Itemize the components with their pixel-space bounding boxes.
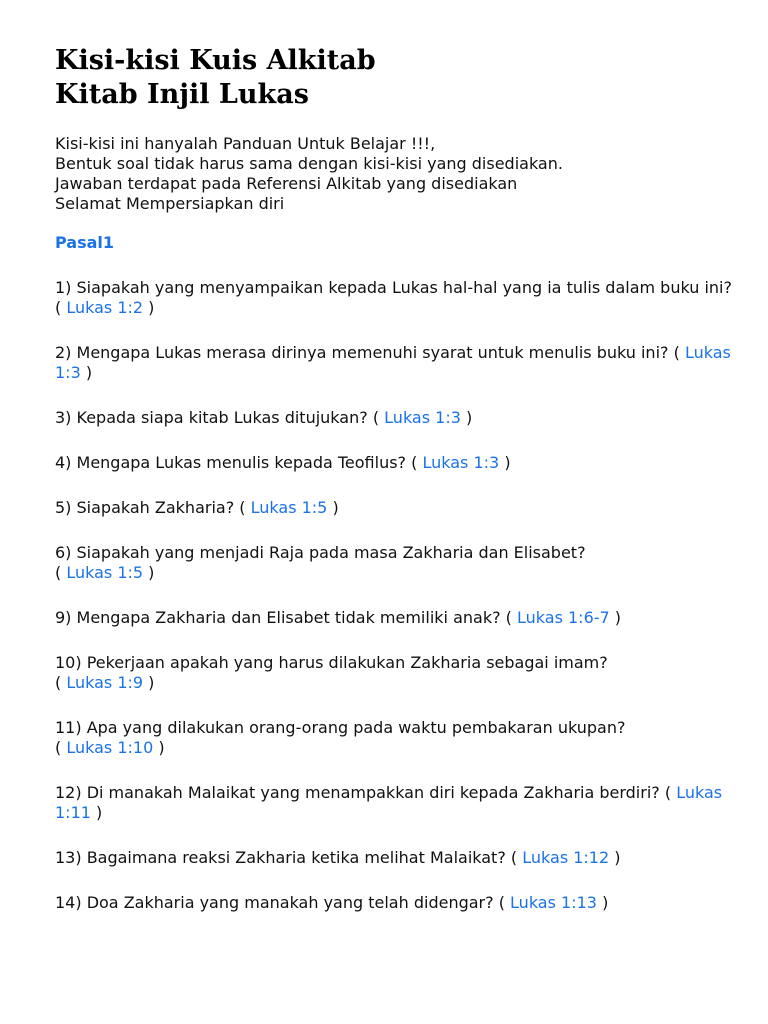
ref-paren-close: ) bbox=[158, 738, 165, 757]
scripture-reference-link[interactable]: Lukas 1:5 bbox=[250, 498, 328, 517]
question-text: 11) Apa yang dilakukan orang-orang pada waktu pembakaran ukupan? bbox=[55, 718, 626, 737]
question-text: 9) Mengapa Zakharia dan Elisabet tidak memiliki anak? bbox=[55, 608, 501, 627]
question-item bbox=[55, 408, 735, 428]
document-page bbox=[55, 44, 735, 938]
question-text: 6) Siapakah yang menjadi Raja pada masa Zakharia dan Elisabet? bbox=[55, 543, 586, 562]
question-text: 14) Doa Zakharia yang manakah yang telah didengar? bbox=[55, 893, 494, 912]
question-item bbox=[55, 893, 735, 913]
ref-paren-close: ) bbox=[148, 298, 155, 317]
scripture-reference-link[interactable]: Lukas 1:3 bbox=[422, 453, 500, 472]
question-item bbox=[55, 653, 735, 693]
ref-paren-close: ) bbox=[466, 408, 473, 427]
question-item bbox=[55, 498, 735, 518]
ref-paren-open: ( bbox=[55, 563, 62, 582]
question-item bbox=[55, 343, 735, 383]
question-text: 13) Bagaimana reaksi Zakharia ketika melihat Malaikat? bbox=[55, 848, 506, 867]
question-item bbox=[55, 543, 735, 583]
intro-line: Bentuk soal tidak harus sama dengan kisi-kisi yang disediakan. bbox=[55, 154, 563, 173]
question-item bbox=[55, 848, 735, 868]
title-line-2: Kitab Injil Lukas bbox=[55, 79, 309, 110]
ref-paren-open: ( bbox=[55, 738, 62, 757]
question-text: 12) Di manakah Malaikat yang menampakkan diri kepada Zakharia berdiri? bbox=[55, 783, 660, 802]
ref-paren-close: ) bbox=[614, 608, 622, 627]
ref-paren-open: ( bbox=[510, 848, 518, 867]
scripture-reference-link[interactable]: Lukas 1:11 bbox=[55, 783, 723, 822]
scripture-reference-link[interactable]: Lukas 1:12 bbox=[522, 848, 610, 867]
ref-paren-close: ) bbox=[504, 453, 511, 472]
scripture-reference-link[interactable]: Lukas 1:6-7 bbox=[517, 608, 610, 627]
question-item bbox=[55, 718, 735, 758]
ref-paren-open: ( bbox=[498, 893, 505, 912]
question-text: 10) Pekerjaan apakah yang harus dilakukan Zakharia sebagai imam? bbox=[55, 653, 608, 672]
intro-line: Kisi-kisi ini hanyalah Panduan Untuk Belajar !!!, bbox=[55, 134, 436, 153]
intro-line: Selamat Mempersiapkan diri bbox=[55, 194, 285, 213]
scripture-reference-link[interactable]: Lukas 1:2 bbox=[66, 298, 144, 317]
ref-paren-close: ) bbox=[148, 673, 155, 692]
question-item bbox=[55, 453, 735, 473]
intro-paragraph bbox=[55, 134, 735, 214]
scripture-reference-link[interactable]: Lukas 1:13 bbox=[510, 893, 597, 912]
question-text: 1) Siapakah yang menyampaikan kepada Lukas hal-hal yang ia tulis dalam buku ini? bbox=[55, 278, 732, 297]
ref-paren-close: ) bbox=[85, 363, 93, 382]
question-text: 2) Mengapa Lukas merasa dirinya memenuhi syarat untuk menulis buku ini? bbox=[55, 343, 669, 362]
ref-paren-close: ) bbox=[96, 803, 103, 822]
ref-paren-open: ( bbox=[239, 498, 246, 517]
chapter-heading: Pasal1 bbox=[55, 233, 115, 252]
scripture-reference-link[interactable]: Lukas 1:10 bbox=[66, 738, 154, 757]
intro-line: Jawaban terdapat pada Referensi Alkitab yang disediakan bbox=[55, 174, 518, 193]
ref-paren-close: ) bbox=[602, 893, 609, 912]
question-text: 4) Mengapa Lukas menulis kepada Teofilus? bbox=[55, 453, 407, 472]
question-list bbox=[55, 278, 735, 913]
scripture-reference-link[interactable]: Lukas 1:9 bbox=[66, 673, 144, 692]
scripture-reference-link[interactable]: Lukas 1:3 bbox=[55, 343, 731, 382]
question-text: 3) Kepada siapa kitab Lukas ditujukan? bbox=[55, 408, 368, 427]
question-text: 5) Siapakah Zakharia? bbox=[55, 498, 235, 517]
question-item bbox=[55, 783, 735, 823]
ref-paren-open: ( bbox=[55, 673, 62, 692]
ref-paren-open: ( bbox=[55, 298, 62, 317]
ref-paren-close: ) bbox=[148, 563, 155, 582]
question-item bbox=[55, 608, 735, 628]
ref-paren-open: ( bbox=[411, 453, 418, 472]
ref-paren-open: ( bbox=[372, 408, 380, 427]
ref-paren-close: ) bbox=[332, 498, 339, 517]
ref-paren-open: ( bbox=[505, 608, 512, 627]
question-item bbox=[55, 278, 735, 318]
document-title bbox=[55, 44, 735, 112]
scripture-reference-link[interactable]: Lukas 1:5 bbox=[66, 563, 144, 582]
ref-paren-close: ) bbox=[614, 848, 621, 867]
title-line-1: Kisi-kisi Kuis Alkitab bbox=[55, 45, 376, 76]
ref-paren-open: ( bbox=[673, 343, 680, 362]
ref-paren-open: ( bbox=[664, 783, 672, 802]
scripture-reference-link[interactable]: Lukas 1:3 bbox=[384, 408, 461, 427]
